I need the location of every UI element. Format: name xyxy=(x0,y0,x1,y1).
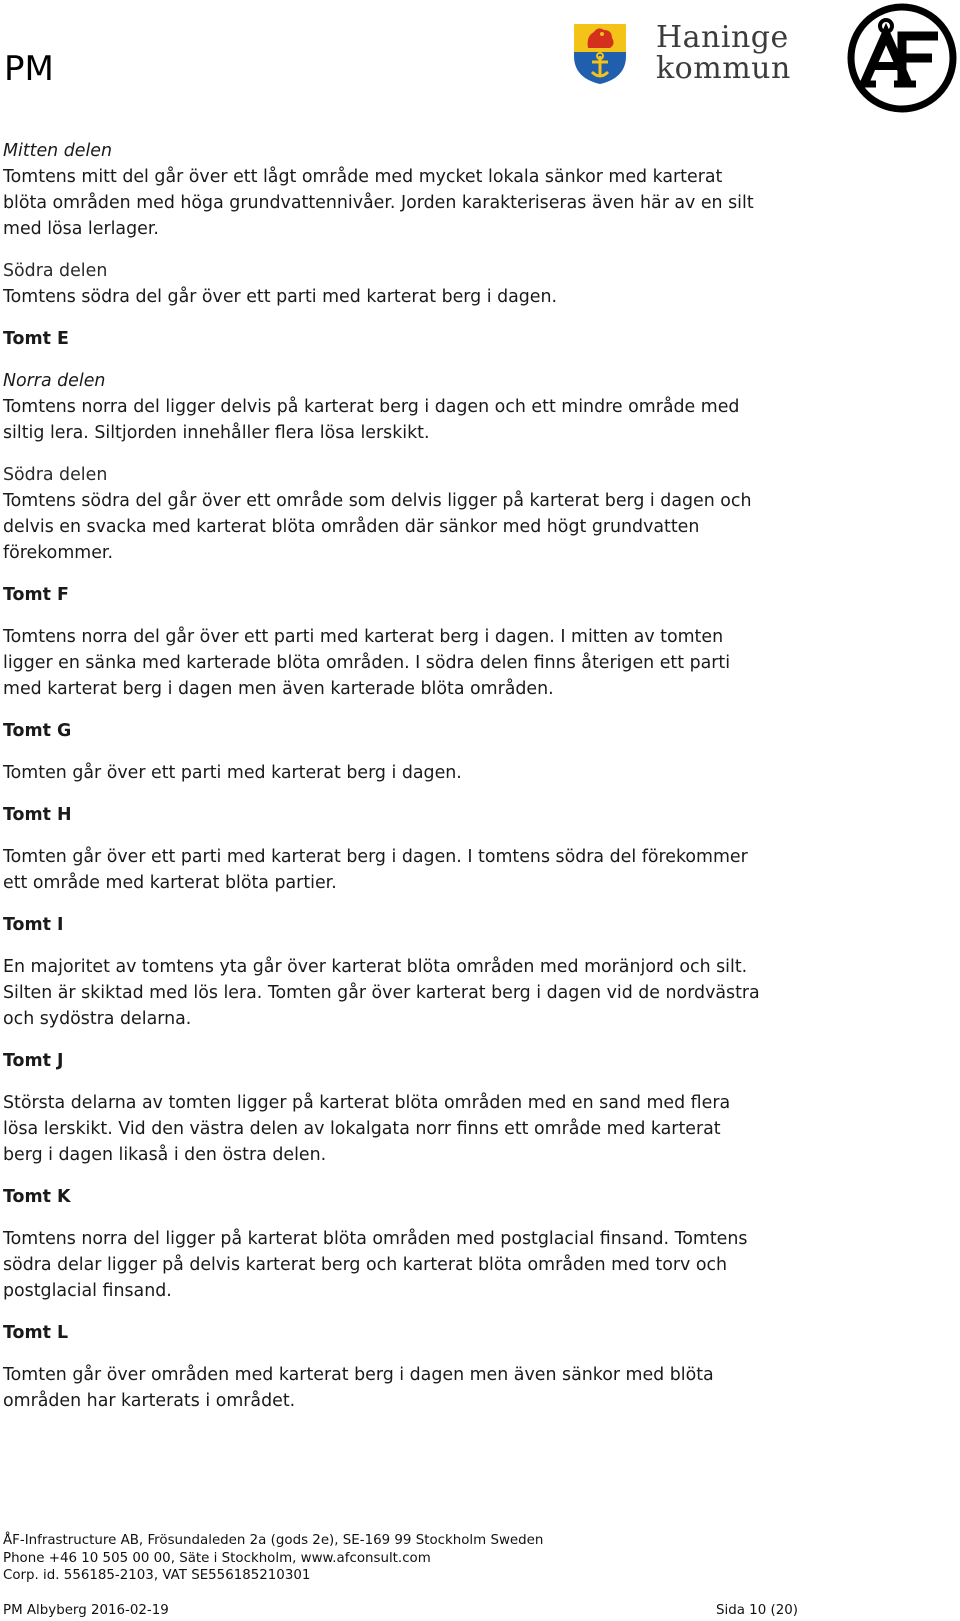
section-heading: Tomt F xyxy=(3,585,69,605)
paragraph-line: Tomten går över ett parti med karterat berg i dagen. xyxy=(3,763,462,783)
haninge-name: Haninge xyxy=(656,20,789,55)
paragraph-line: Tomten går över ett parti med karterat berg i dagen. I tomtens södra del förekommer xyxy=(3,847,748,867)
paragraph-line: blöta områden med höga grundvattennivåer. Jorden karakteriseras även här av en silt xyxy=(3,193,754,213)
page-number: Sida 10 (20) xyxy=(716,1603,798,1618)
paragraph-line: Tomten går över områden med karterat berg i dagen men även sänkor med blöta xyxy=(3,1365,714,1385)
section-heading: Tomt J xyxy=(3,1051,64,1071)
section-heading: Tomt H xyxy=(3,805,72,825)
paragraph-line: Tomtens södra del går över ett område som delvis ligger på karterat berg i dagen och xyxy=(3,491,752,511)
paragraph-line: siltig lera. Siltjorden innehåller flera lösa lerskikt. xyxy=(3,423,430,443)
paragraph-line: och sydöstra delarna. xyxy=(3,1009,192,1029)
paragraph-line: områden har karterats i området. xyxy=(3,1391,296,1411)
page-title: PM xyxy=(4,49,54,89)
paragraph-line: ligger en sänka med karterade blöta områden. I södra delen finns återigen ett parti xyxy=(3,653,731,673)
haninge-kommun-logo xyxy=(590,22,810,90)
footer-company-address: ÅF-Infrastructure AB, Frösundaleden 2a (gods 2e), SE-169 99 Stockholm Sweden xyxy=(3,1533,544,1548)
section-subheading: Norra delen xyxy=(3,371,106,391)
paragraph-line: med karterat berg i dagen men även karterade blöta områden. xyxy=(3,679,554,699)
paragraph-line: delvis en svacka med karterat blöta områden där sänkor med högt grundvatten xyxy=(3,517,700,537)
paragraph-line: ett område med karterat blöta partier. xyxy=(3,873,337,893)
footer-corp-id: Corp. id. 556185-2103, VAT SE556185210301 xyxy=(3,1568,311,1583)
company-footer xyxy=(3,1532,543,1585)
paragraph-line: Tomtens södra del går över ett parti med karterat berg i dagen. xyxy=(3,287,558,307)
footer-phone: Phone +46 10 505 00 00, Säte i Stockholm, www.afconsult.com xyxy=(3,1550,431,1566)
section-heading: Tomt K xyxy=(3,1187,71,1207)
section-heading: Tomt G xyxy=(3,721,72,741)
paragraph-line: lösa lerskikt. Vid den västra delen av lokalgata norr finns ett område med karterat xyxy=(3,1119,721,1139)
haninge-wordmark xyxy=(656,22,791,84)
haninge-shield-icon xyxy=(572,22,628,86)
section-heading: Tomt I xyxy=(3,915,64,935)
section-subheading: Södra delen xyxy=(3,261,108,281)
document-reference: PM Albyberg 2016-02-19 xyxy=(3,1603,169,1618)
section-subheading: Mitten delen xyxy=(3,141,113,161)
af-logo xyxy=(846,2,958,114)
section-subheading: Södra delen xyxy=(3,465,108,485)
paragraph-line: Tomtens norra del går över ett parti med karterat berg i dagen. I mitten av tomten xyxy=(3,627,724,647)
paragraph-line: med lösa lerlager. xyxy=(3,219,159,239)
paragraph-line: En majoritet av tomtens yta går över karterat blöta områden med moränjord och silt. xyxy=(3,957,748,977)
section-heading: Tomt E xyxy=(3,329,69,349)
paragraph-line: södra delar ligger på delvis karterat berg och karterat blöta områden med torv och xyxy=(3,1255,728,1275)
af-logo-icon xyxy=(846,2,958,114)
paragraph-line: postglacial finsand. xyxy=(3,1281,172,1301)
paragraph-line: Tomtens norra del ligger delvis på karterat berg i dagen och ett mindre område med xyxy=(3,397,740,417)
kommun-name: kommun xyxy=(656,51,791,86)
section-heading: Tomt L xyxy=(3,1323,69,1343)
paragraph-line: Silten är skiktad med lös lera. Tomten går över karterat berg i dagen vid de nordvästra xyxy=(3,983,760,1003)
paragraph-line: Tomtens mitt del går över ett lågt område med mycket lokala sänkor med karterat xyxy=(3,167,723,187)
paragraph-line: Största delarna av tomten ligger på karterat blöta områden med en sand med flera xyxy=(3,1093,731,1113)
paragraph-line: förekommer. xyxy=(3,543,113,563)
paragraph-line: Tomtens norra del ligger på karterat blöta områden med postglacial finsand. Tomtens xyxy=(3,1229,748,1249)
paragraph-line: berg i dagen likaså i den östra delen. xyxy=(3,1145,327,1165)
